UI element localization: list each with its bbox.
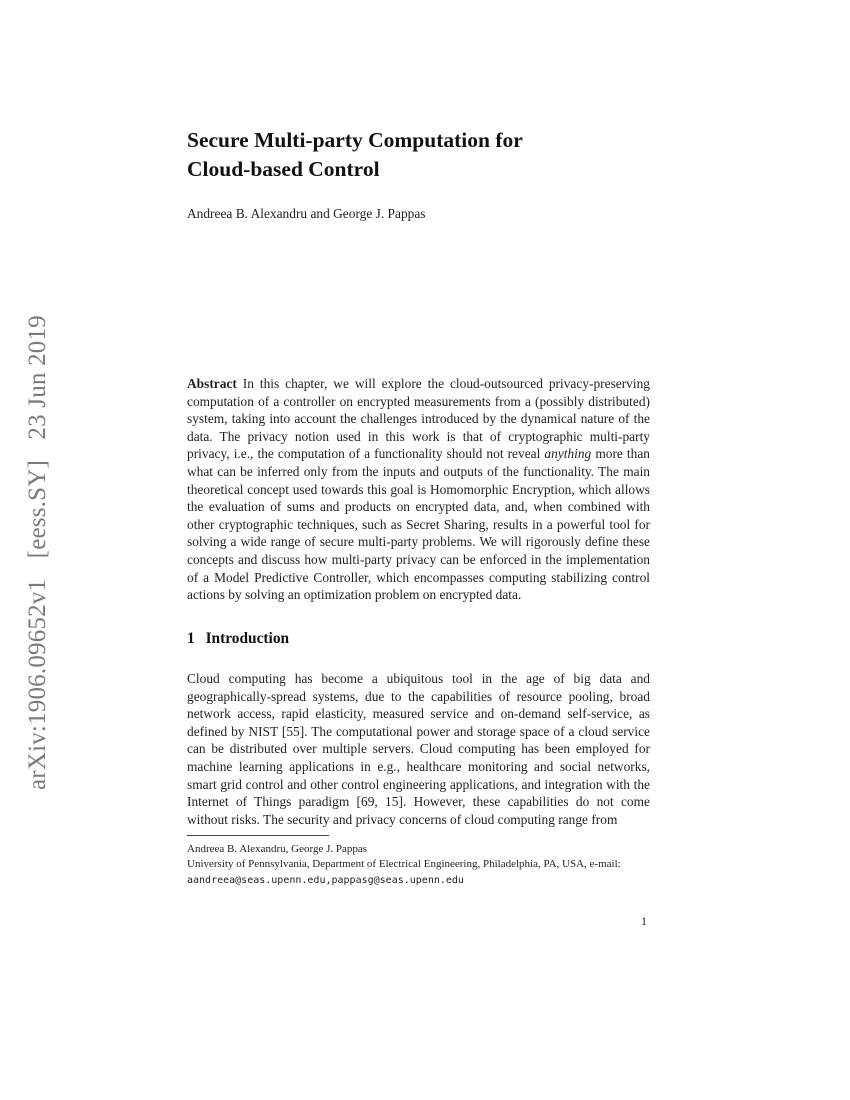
footnote-divider xyxy=(187,835,329,836)
author-list: Andreea B. Alexandru and George J. Pappas xyxy=(187,206,426,221)
arxiv-id: arXiv:1906.09652v1 xyxy=(24,578,51,790)
section-title: Introduction xyxy=(205,630,290,647)
arxiv-category: [eess.SY] xyxy=(24,460,51,559)
footnote xyxy=(187,842,657,888)
footnote-affiliation: University of Pennsylvania, Department of Electrical Engineering, Philadelphia, PA, USA, e-mail: xyxy=(187,858,621,871)
arxiv-identifier-stamp xyxy=(18,270,58,790)
section-heading xyxy=(187,630,289,648)
title-line: Secure Multi-party Computation for xyxy=(187,128,523,152)
footnote-emails: aandreea@seas.upenn.edu,pappasg@seas.upenn.edu xyxy=(187,874,464,886)
footnote-names: Andreea B. Alexandru, George J. Pappas xyxy=(187,843,368,855)
paper-title xyxy=(187,126,657,184)
arxiv-date: 23 Jun 2019 xyxy=(24,315,51,440)
abstract-text-continued: more than what can be inferred only from the inputs and outputs of the functionality. The main theoretical concept used towards this goal is Homomorphic Encryption, which allows the evaluation of sums and products on encrypted data, and, when combined with other cryptographic techniques, such as Secret Sharing, results in a powerful tool for solving a wide range of secure multi-party problems. We will rigorously define these concepts and discuss how multi-party privacy can be enforced in the implementation of a Model Predictive Controller, which encompasses computing stabilizing control actions by solving an optimization problem on encrypted data. xyxy=(187,446,650,603)
abstract-emphasis: anything xyxy=(544,446,592,462)
abstract-text: In this chapter, we will explore the cloud-outsourced privacy-preserving computation of a controller on encrypted measurements from a (possibly distributed) system, taking into account the challenges introduced by the dynamical nature of the data. The privacy notion used in this work is that of cryptographic multi-party privacy, i.e., the computation of a functionality should not reveal xyxy=(187,376,650,462)
abstract-label: Abstract xyxy=(187,376,237,391)
intro-paragraph: Cloud computing has become a ubiquitous tool in the age of big data and geographically-spread systems, due to the capabilities of resource pooling, broad network access, rapid elasticity, measured service and on-demand self-service, as defined by NIST [55]. The computational power and storage space of a cloud service can be distributed over multiple servers. Cloud computing has been employed for machine learning applications in e.g., healthcare monitoring and social networks, smart grid control and other control engineering applications, and integration with the Internet of Things paradigm [69, 15]. However, these capabilities do not come without risks. The security and privacy concerns of cloud computing range from xyxy=(187,671,650,827)
title-line: Cloud-based Control xyxy=(187,157,380,181)
section-number: 1 xyxy=(187,630,195,647)
abstract xyxy=(187,375,650,604)
page-number: 1 xyxy=(641,914,647,928)
